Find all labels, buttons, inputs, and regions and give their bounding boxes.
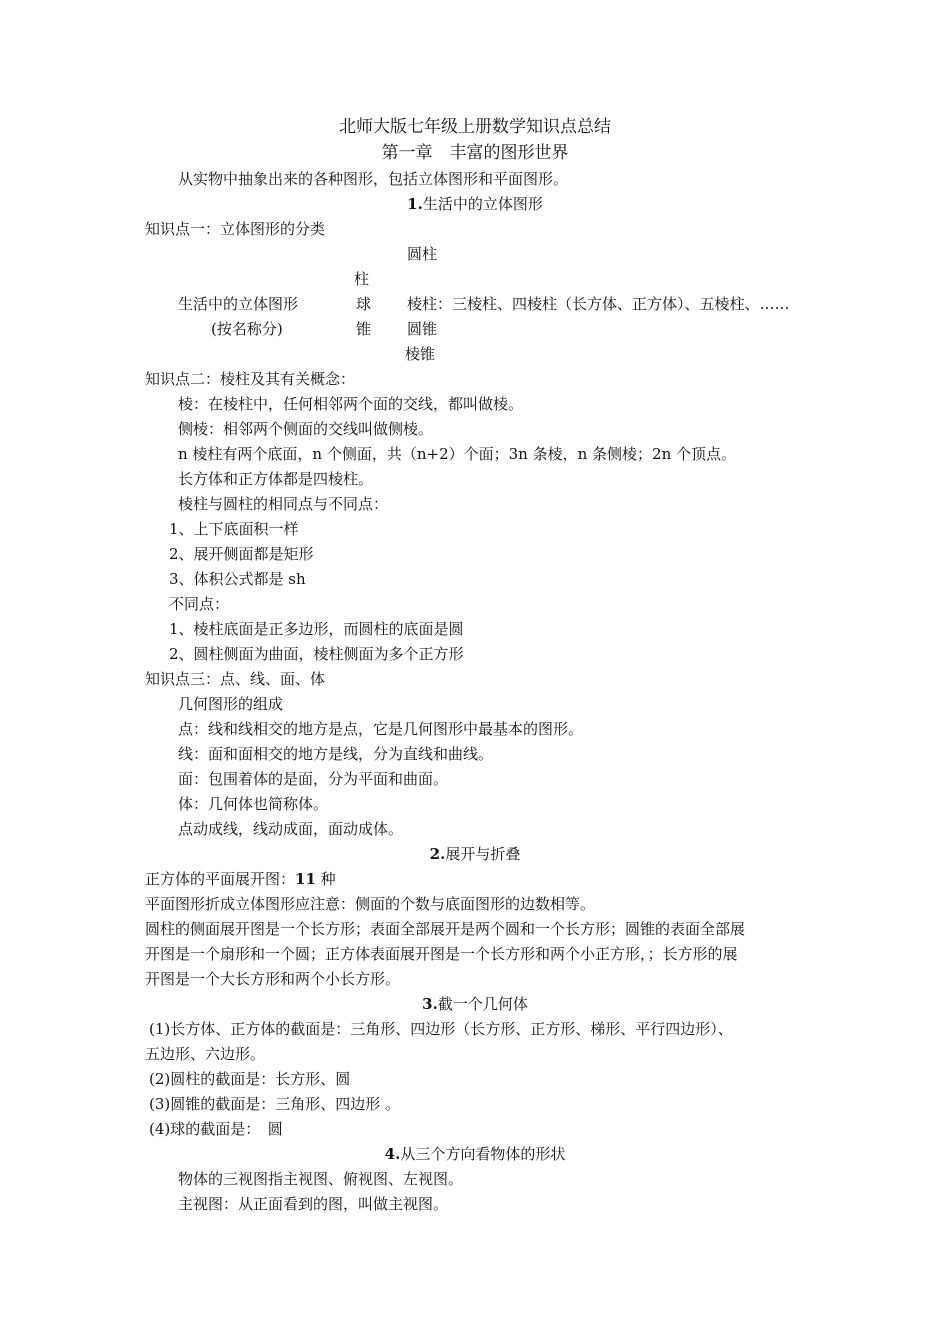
- section-number: 4.: [384, 1145, 401, 1163]
- s3-line: 五边形、六边形。: [145, 1045, 266, 1063]
- cube-net-suffix: 种: [315, 870, 336, 888]
- section-1-heading: [0, 194, 950, 214]
- tree-yuanzhu: 圆柱: [407, 245, 438, 263]
- section-number: 1.: [407, 195, 423, 213]
- kp2-line: 3、体积公式都是 sh: [169, 570, 306, 588]
- section-number: 2.: [429, 845, 446, 863]
- s2-line: 开图是一个大长方形和两个小长方形。: [145, 970, 401, 988]
- section-title: 截一个几何体: [437, 995, 528, 1013]
- s2-line: 平面图形折成立体图形应注意：侧面的个数与底面图形的边数相等。: [145, 895, 596, 913]
- s2-line: 圆柱的侧面展开图是一个长方形；表面全部展开是两个圆和一个长方形；圆锥的表面全部展: [145, 920, 746, 938]
- kp2-line: 不同点：: [169, 595, 230, 613]
- intro-text: 从实物中抽象出来的各种图形，包括立体图形和平面图形。: [178, 170, 569, 188]
- s2-line: 开图是一个扇形和一个圆；正方体表面展开图是一个长方形和两个小正方形，；长方形的展: [145, 945, 738, 963]
- tree-lengzhui: 棱锥: [405, 345, 436, 363]
- s4-line: 主视图：从正面看到的图，叫做主视图。: [178, 1195, 449, 1213]
- tree-lengzhu: 棱柱：三棱柱、四棱柱（长方体、正方体）、五棱柱、……: [407, 295, 790, 313]
- tree-zhui: 锥: [356, 320, 372, 338]
- document-title: 北师大版七年级上册数学知识点总结: [339, 117, 611, 137]
- section-2-heading: [0, 844, 950, 864]
- section-4-heading: [0, 1144, 950, 1164]
- cube-net-prefix: 正方体的平面展开图：: [145, 870, 296, 888]
- kp2-line: 1、棱柱底面是正多边形，而圆柱的底面是圆: [169, 620, 464, 638]
- kp2-line: 2、圆柱侧面为曲面，棱柱侧面为多个正方形: [169, 645, 464, 663]
- s3-line: (1)长方体、正方体的截面是：三角形、四边形（长方形、正方形、梯形、平行四边形）、: [149, 1020, 733, 1038]
- kp2-line: 1、上下底面积一样: [169, 520, 299, 538]
- kp3-line: 体：几何体也简称体。: [178, 795, 329, 813]
- kp2-line: 2、展开侧面都是矩形: [169, 545, 314, 563]
- kp2-line: 长方体和正方体都是四棱柱。: [178, 470, 374, 488]
- s3-line: (4)球的截面是： 圆: [149, 1120, 283, 1138]
- tree-qiu: 球: [356, 295, 372, 313]
- tree-yuanzhui: 圆锥: [407, 320, 438, 338]
- kp2-line: 棱柱与圆柱的相同点与不同点：: [178, 495, 389, 513]
- tree-root: 生活中的立体图形: [178, 295, 299, 313]
- section-title: 从三个方向看物体的形状: [400, 1145, 566, 1163]
- kp3-line: 点：线和线相交的地方是点，它是几何图形中最基本的图形。: [178, 720, 584, 738]
- tree-note: (按名称分): [211, 320, 283, 338]
- s3-line: (2)圆柱的截面是：长方形、圆: [149, 1070, 351, 1088]
- kp3-line: 线：面和面相交的地方是线，分为直线和曲线。: [178, 745, 494, 763]
- kp3-line: 几何图形的组成: [178, 695, 284, 713]
- kp2-line: n 棱柱有两个底面，n 个侧面，共（n+2）个面；3n 条棱，n 条侧棱；2n 个顶点。: [178, 445, 737, 463]
- kp2-line: 棱：在棱柱中，任何相邻两个面的交线，都叫做棱。: [178, 395, 524, 413]
- section-title: 生活中的立体图形: [422, 195, 543, 213]
- knowledge-point-1: 知识点一：立体图形的分类: [145, 220, 326, 238]
- kp3-line: 面：包围着体的是面，分为平面和曲面。: [178, 770, 449, 788]
- tree-zhu: 柱: [354, 270, 370, 288]
- section-title: 展开与折叠: [445, 845, 521, 863]
- knowledge-point-3: 知识点三：点、线、面、体: [145, 670, 326, 688]
- chapter-heading: 第一章 丰富的图形世界: [381, 143, 569, 163]
- s4-line: 物体的三视图指主视图、俯视图、左视图。: [178, 1170, 464, 1188]
- s3-line: (3)圆锥的截面是：三角形、四边形 。: [149, 1095, 401, 1113]
- knowledge-point-2: 知识点二：棱柱及其有关概念：: [145, 370, 356, 388]
- cube-net-line: [145, 869, 336, 889]
- section-number: 3.: [422, 995, 438, 1013]
- kp3-line: 点动成线，线动成面，面动成体。: [178, 820, 404, 838]
- section-3-heading: [0, 994, 950, 1014]
- kp2-line: 侧棱：相邻两个侧面的交线叫做侧棱。: [178, 420, 434, 438]
- cube-net-count: 11: [295, 870, 316, 888]
